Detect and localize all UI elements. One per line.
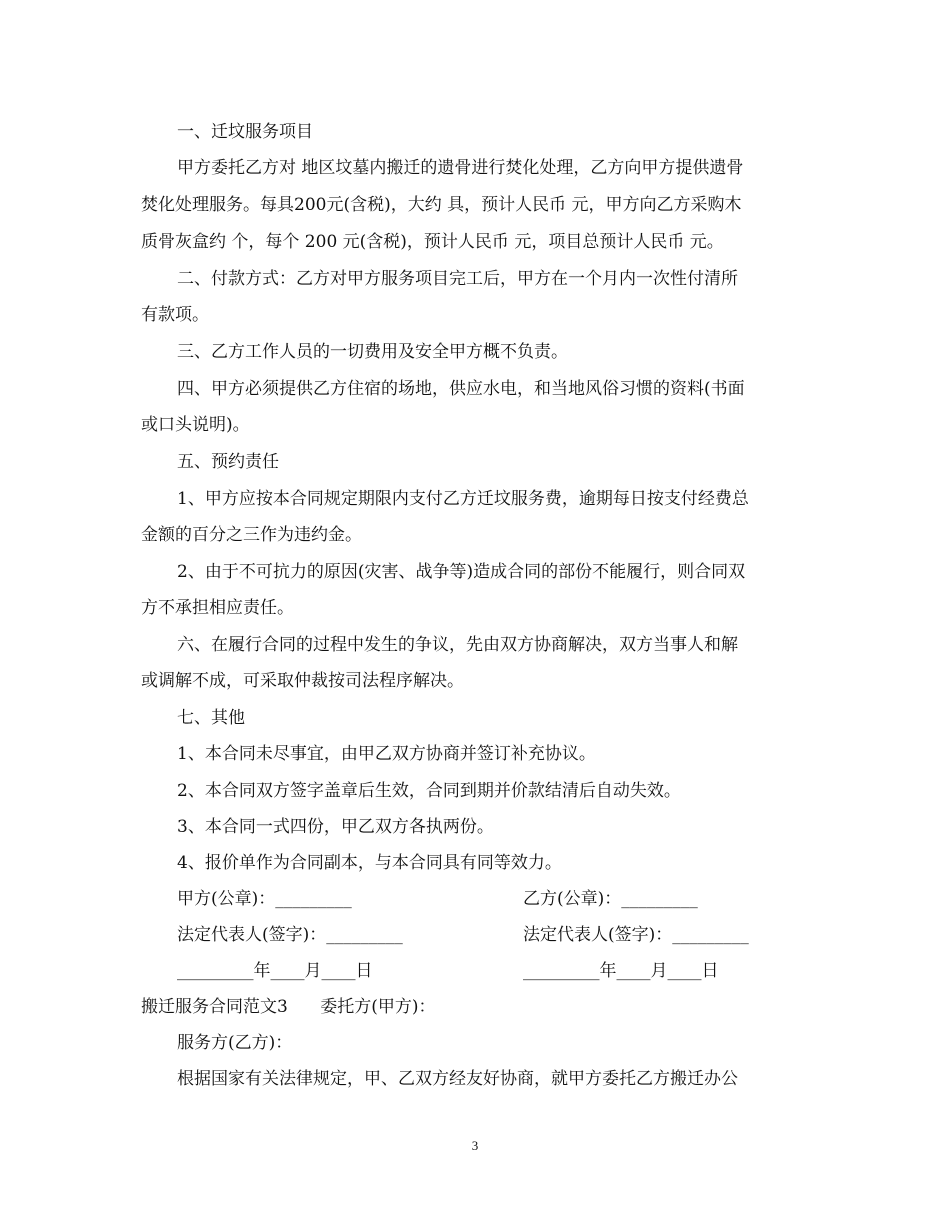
heading-7: 七、其他 <box>177 708 245 728</box>
party-b-representative: 法定代表人(签字)：_________ <box>523 925 749 945</box>
paragraph-line: 2、本合同双方签字盖章后生效，合同到期并价款结清后自动失效。 <box>177 781 681 801</box>
paragraph-line: 3、本合同一式四份，甲乙双方各执两份。 <box>177 817 494 837</box>
paragraph-line: 2、由于不可抗力的原因(灾害、战争等)造成合同的部份不能履行，则合同双 <box>177 562 746 582</box>
paragraph-line: 三、乙方工作人员的一切费用及安全甲方概不负责。 <box>177 342 568 362</box>
next-contract-title: 搬迁服务合同范文3 委托方(甲方)： <box>141 997 436 1017</box>
paragraph-line: 1、甲方应按本合同规定期限内支付乙方迁坟服务费，逾期每日按支付经费总 <box>177 489 749 509</box>
party-b-seal: 乙方(公章)：_________ <box>523 889 698 909</box>
paragraph-line: 六、在履行合同的过程中发生的争议，先由双方协商解决，双方当事人和解 <box>177 635 738 655</box>
paragraph-line: 四、甲方必须提供乙方住宿的场地，供应水电，和当地风俗习惯的资料(书面 <box>177 379 745 399</box>
party-a-date: _________年____月____日 <box>177 961 373 981</box>
party-a-seal: 甲方(公章)：_________ <box>177 889 352 909</box>
paragraph-line: 有款项。 <box>141 305 209 325</box>
paragraph-line: 质骨灰盒约 个，每个 200 元(含税)，预计人民币 元，项目总预计人民币 元。 <box>141 232 724 252</box>
paragraph-line: 甲方委托乙方对 地区坟墓内搬迁的遗骨进行焚化处理，乙方向甲方提供遗骨 <box>177 158 744 178</box>
paragraph-line: 二、付款方式：乙方对甲方服务项目完工后，甲方在一个月内一次性付清所 <box>177 269 738 289</box>
paragraph-line: 1、本合同未尽事宜，由甲乙双方协商并签订补充协议。 <box>177 744 596 764</box>
paragraph-line: 或口头说明)。 <box>141 415 250 435</box>
paragraph-line: 焚化处理服务。每具200元(含税)，大约 具，预计人民币 元，甲方向乙方采购木 <box>141 195 742 215</box>
preamble-line: 根据国家有关法律规定，甲、乙双方经友好协商，就甲方委托乙方搬迁办公 <box>177 1069 738 1089</box>
paragraph-line: 金额的百分之三作为违约金。 <box>141 525 362 545</box>
heading-5: 五、预约责任 <box>177 452 279 472</box>
party-b-date: _________年____月____日 <box>523 961 719 981</box>
service-party-line: 服务方(乙方)： <box>177 1033 293 1053</box>
paragraph-line: 4、报价单作为合同副本，与本合同具有同等效力。 <box>177 853 562 873</box>
paragraph-line: 或调解不成，可采取仲裁按司法程序解决。 <box>141 671 464 691</box>
paragraph-line: 方不承担相应责任。 <box>141 598 294 618</box>
page-number: 3 <box>471 1138 479 1153</box>
heading-1: 一、迁坟服务项目 <box>177 122 313 142</box>
party-a-representative: 法定代表人(签字)：_________ <box>177 925 403 945</box>
